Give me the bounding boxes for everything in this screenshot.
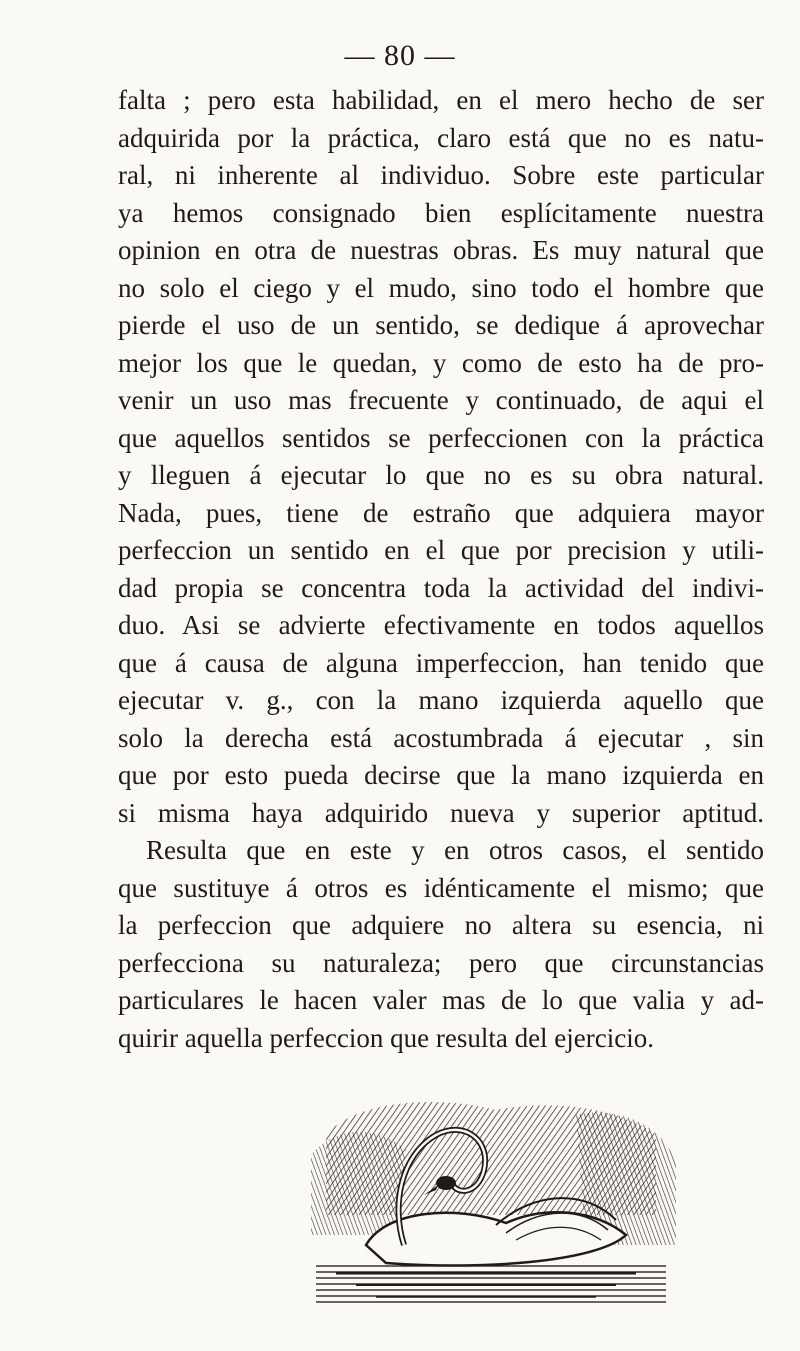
text-line: quirir aquella perfeccion que resulta del ejercicio. bbox=[118, 1022, 654, 1053]
text-line: mejor los que le quedan, y como de esto ha de pro- bbox=[118, 347, 764, 378]
body-text bbox=[118, 82, 764, 1057]
text-line: y lleguen á ejecutar lo que no es su obra natural. bbox=[118, 460, 764, 490]
text-line: Nada, pues, tiene de estraño que adquiera mayor bbox=[118, 497, 764, 528]
text-line: falta ; pero esta habilidad, en el mero hecho de ser bbox=[118, 85, 764, 115]
text-line: duo. Asi se advierte efectivamente en todos aquellos bbox=[118, 610, 764, 640]
swan-engraving-icon bbox=[296, 1095, 682, 1315]
text-line: ejecutar v. g., con la mano izquierda aquello que bbox=[118, 685, 764, 715]
text-line: solo la derecha está acostumbrada á ejecutar , sin bbox=[118, 722, 764, 753]
text-line: Resulta que en este y en otros casos, el sentido bbox=[146, 835, 764, 865]
text-line: venir un uso mas frecuente y continuado, de aqui el bbox=[118, 385, 764, 415]
text-line: opinion en otra de nuestras obras. Es muy natural que bbox=[118, 235, 764, 265]
text-line: no solo el ciego y el mudo, sino todo el hombre que bbox=[118, 272, 764, 303]
text-line: pierde el uso de un sentido, se dedique á aprovechar bbox=[118, 310, 764, 340]
text-line: adquirida por la práctica, claro está que no es natu- bbox=[118, 122, 764, 153]
text-line: dad propia se concentra toda la actividad del indivi- bbox=[118, 572, 764, 603]
text-line: la perfeccion que adquiere no altera su esencia, ni bbox=[118, 910, 764, 940]
text-line: si misma haya adquirido nueva y superior aptitud. bbox=[118, 797, 764, 828]
text-line: que á causa de alguna imperfeccion, han tenido que bbox=[118, 647, 764, 678]
text-line: que sustituye á otros es idénticamente el mismo; que bbox=[118, 872, 764, 903]
text-line: que aquellos sentidos se perfeccionen con la práctica bbox=[118, 422, 764, 453]
text-line: ral, ni inherente al individuo. Sobre este particular bbox=[118, 160, 764, 190]
text-line: perfecciona su naturaleza; pero que circunstancias bbox=[118, 947, 764, 978]
page-number: — 80 — bbox=[344, 39, 456, 72]
text-line: perfeccion un sentido en el que por precision y utili- bbox=[118, 535, 764, 565]
text-line: particulares le hacen valer mas de lo que valia y ad- bbox=[118, 985, 764, 1015]
text-line: que por esto pueda decirse que la mano izquierda en bbox=[118, 760, 764, 790]
text-line: ya hemos consignado bien esplícitamente nuestra bbox=[118, 197, 764, 228]
